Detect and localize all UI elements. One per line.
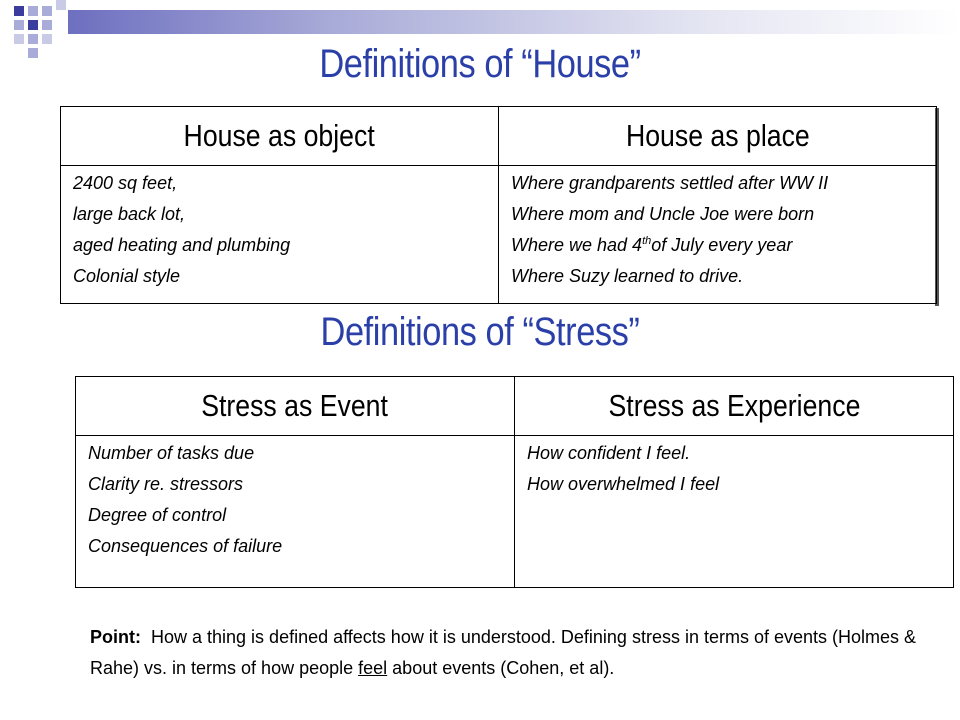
header-gradient-bar [68, 10, 960, 34]
list-item: How confident I feel. [527, 443, 691, 463]
list-item: 2400 sq feet, [73, 173, 178, 193]
point-label: Point: [90, 627, 141, 647]
stress-experience-header: Stress as Experience [515, 377, 954, 436]
list-item: Where we had 4thof July every year [511, 235, 793, 255]
list-item: Where Suzy learned to drive. [511, 266, 744, 286]
stress-title: Definitions of “Stress” [320, 310, 640, 354]
house-table [60, 106, 937, 304]
list-item: large back lot, [73, 204, 186, 224]
list-item: Colonial style [73, 266, 181, 286]
list-item: Number of tasks due [88, 443, 255, 463]
house-title: Definitions of “House” [319, 42, 641, 86]
list-item: Where grandparents settled after WW II [511, 173, 829, 193]
house-object-cell [61, 166, 499, 304]
list-item: Clarity re. stressors [88, 474, 244, 494]
house-place-cell [499, 166, 937, 304]
house-object-header: House as object [61, 107, 499, 166]
stress-table [75, 376, 954, 588]
underlined-word: feel [358, 658, 388, 678]
point-paragraph: Point: How a thing is defined affects how it is understood. Defining stress in terms of events (Holmes & Rahe) vs. in terms of how people feel about events (Cohen, et al). [90, 627, 922, 678]
list-item: Where mom and Uncle Joe were born [511, 204, 815, 224]
stress-experience-cell [515, 436, 954, 588]
list-item: How overwhelmed I feel [527, 474, 720, 494]
list-item: Consequences of failure [88, 536, 283, 556]
house-place-header: House as place [499, 107, 937, 166]
list-item: aged heating and plumbing [73, 235, 291, 255]
stress-event-cell [76, 436, 515, 588]
list-item: Degree of control [88, 505, 227, 525]
stress-event-header: Stress as Event [76, 377, 515, 436]
